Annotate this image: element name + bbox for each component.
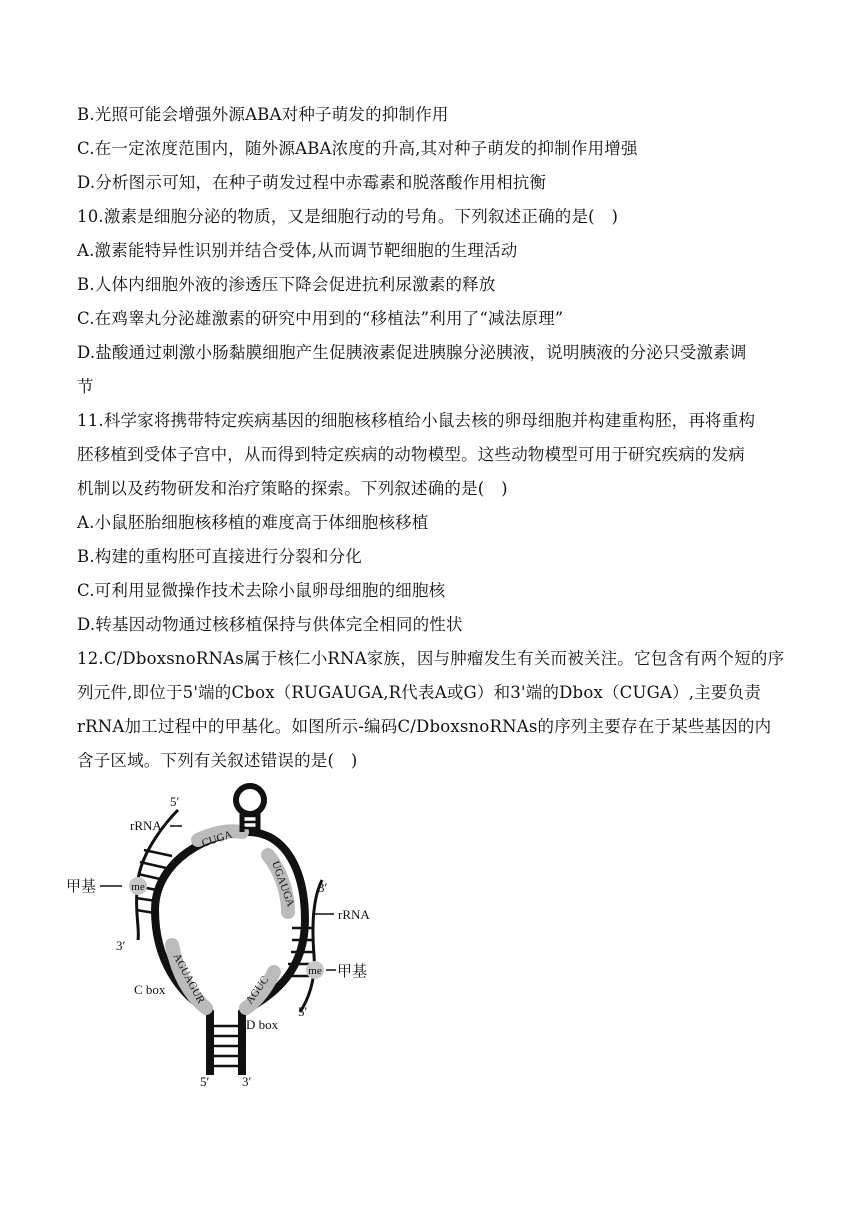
option-11b: B.构建的重构胚可直接进行分裂和分化 — [77, 547, 362, 566]
cbox-label: C box — [134, 982, 166, 997]
question-12: 12.C/DboxsnoRNAs属于核仁小RNA家族，因与肿瘤发生有关而被关注。它包含有两个短的序 — [77, 649, 785, 668]
option-10a: A.激素能特异性识别并结合受体,从而调节靶细胞的生理活动 — [77, 241, 518, 260]
snorna-diagram — [60, 780, 390, 1090]
right-methyl-marker-text: me — [308, 965, 322, 977]
option-10d: D.盐酸通过刺激小肠黏膜细胞产生促胰液素促进胰腺分泌胰液，说明胰液的分泌只受激素调 — [77, 343, 747, 362]
question-11-cont-1: 胚移植到受体子宫中，从而得到特定疾病的动物模型。这些动物模型可用于研究疾病的发病 — [77, 445, 745, 464]
question-12-cont-3: 含子区域。下列有关叙述错误的是( ) — [77, 751, 358, 770]
left-methyl-marker-text: me — [131, 881, 145, 893]
top-dbox-seq: CUGA — [200, 828, 234, 850]
option-11c: C.可利用显微操作技术去除小鼠卵母细胞的细胞核 — [77, 581, 446, 600]
question-12-cont-2: rRNA加工过程中的甲基化。如图所示-编码C/DboxsnoRNAs的序列主要存在于某些基因的内 — [77, 717, 772, 736]
right-methyl-label: 甲基 — [337, 964, 368, 980]
option-11a: A.小鼠胚胎细胞核移植的难度高于体细胞核移植 — [77, 513, 429, 532]
left-rrna-3prime: 3′ — [116, 938, 126, 953]
option-10c: C.在鸡睾丸分泌雄激素的研究中用到的“移植法”利用了“减法原理” — [77, 309, 564, 328]
option-10d-cont: 节 — [77, 377, 94, 396]
left-rrna-5prime: 5′ — [170, 794, 180, 809]
option-11d: D.转基因动物通过核移植保持与供体完全相同的性状 — [77, 615, 463, 634]
cbox-seq: AGUAGUR — [170, 951, 207, 1006]
question-12-cont-1: 列元件,即位于5'端的Cbox（RUGAUGA,R代表A或G）和3'端的Dbox（CUGA）,主要负责 — [77, 683, 762, 702]
right-seq: UGAUGA — [269, 859, 297, 909]
right-rrna-5prime: 5′ — [298, 1004, 308, 1019]
question-10: 10.激素是细胞分泌的物质，又是细胞行动的号角。下列叙述正确的是( ) — [77, 207, 619, 226]
dbox-label: D box — [246, 1017, 279, 1032]
option-10b: B.人体内细胞外液的渗透压下降会促进抗利尿激素的释放 — [77, 275, 496, 294]
stem-5prime: 5′ — [200, 1074, 210, 1089]
top-hairpin-loop — [236, 786, 264, 814]
bottom-dbox-seq: AGUC — [243, 974, 272, 1007]
left-methyl-label: 甲基 — [66, 879, 97, 895]
question-11: 11.科学家将携带特定疾病基因的细胞核移植给小鼠去核的卵母细胞并构建重构胚，再将重构 — [77, 411, 756, 430]
option-9d: D.分析图示可知，在种子萌发过程中赤霉素和脱落酸作用相抗衡 — [77, 173, 547, 192]
left-rrna-label: rRNA — [130, 818, 162, 833]
right-rrna-3prime: 3′ — [318, 880, 328, 895]
right-rrna-label: rRNA — [338, 907, 370, 922]
option-9c: C.在一定浓度范围内，随外源ABA浓度的升高,其对种子萌发的抑制作用增强 — [77, 139, 638, 158]
option-9b: B.光照可能会增强外源ABA对种子萌发的抑制作用 — [77, 105, 449, 124]
question-11-cont-2: 机制以及药物研发和治疗策略的探索。下列叙述确的是( ) — [77, 479, 508, 498]
stem-3prime: 3′ — [242, 1074, 252, 1089]
